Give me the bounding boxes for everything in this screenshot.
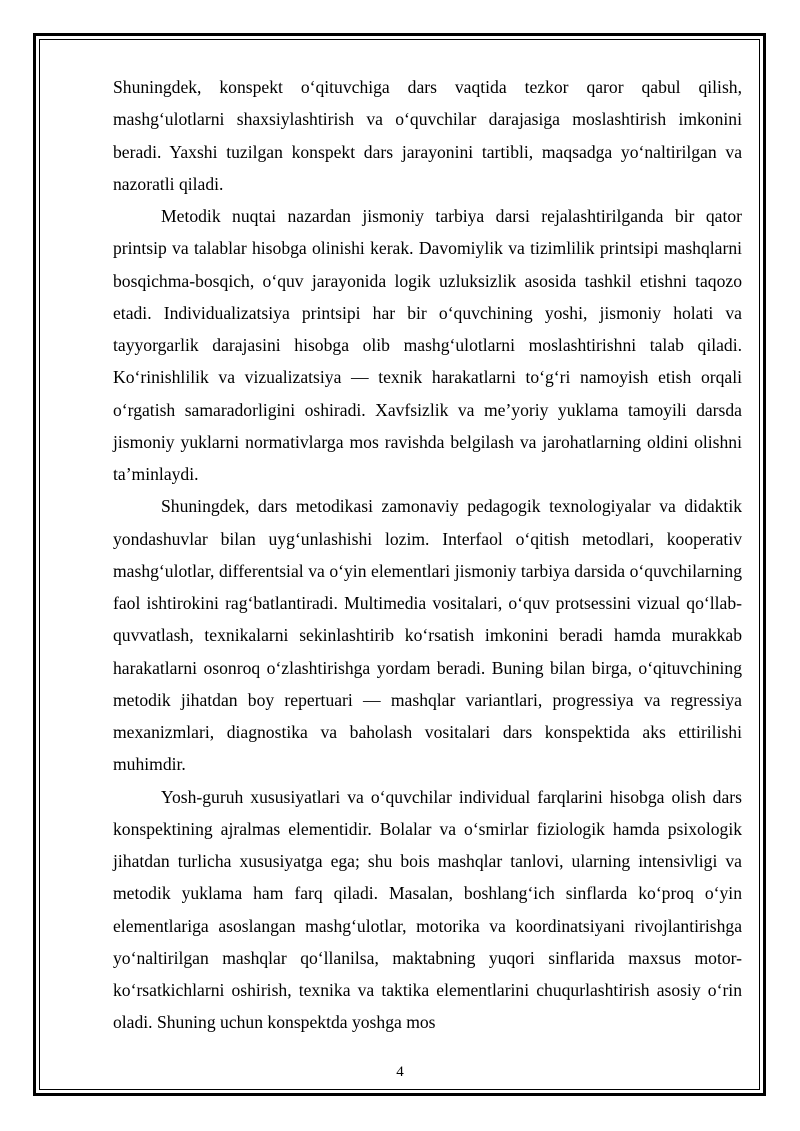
paragraph-2: Metodik nuqtai nazardan jismoniy tarbiya darsi rejalashtirilganda bir qator printsip va talablar hisobga olinishi kerak. Davomiylik va tizimlilik printsipi mashqlarni bosqichma-bosqich, o‘quv jarayonida logik uzluksizlik asosida tashkil etishni taqozo etadi. Individualizatsiya printsipi har bir o‘quvchining yoshi, jismoniy holati va tayyorgarlik darajasini hisobga olib mashg‘ulotlarni moslashtirishni talab qiladi. Ko‘rinishlilik va vizualizatsiya — texnik harakatlarni to‘g‘ri namoyish etish orqali o‘rgatish samaradorligini oshiradi. Xavfsizlik va me’yoriy yuklama tamoyili darsda jismoniy yuklarni normativlarga mos ravishda belgilash va jarohatlarning oldini olishni ta’minlaydi. [113,206,742,484]
paragraph-4: Yosh-guruh xususiyatlari va o‘quvchilar individual farqlarini hisobga olish dars konspektining ajralmas elementidir. Bolalar va o‘smirlar fiziologik hamda psixologik jihatdan turlicha xususiyatga ega; shu bois mashqlar tanlovi, ularning intensivligi va metodik yuklama ham farq qiladi. Masalan, boshlang‘ich sinflarda ko‘proq o‘yin elementlariga asoslangan mashg‘ulotlar, motorika va koordinatsiyani rivojlantirishga yo‘naltirilgan mashqlar qo‘llanilsa, maktabning yuqori sinflarida maxsus motor-ko‘rsatkichlarni oshirish, texnika va taktika elementlarini chuqurlashtirish asosiy o‘rin oladi. Shuning uchun konspektda yoshga mos [113,786,742,1033]
document-body [113,71,742,1039]
page-number: 4 [396,1064,404,1080]
paragraph-1: Shuningdek, konspekt o‘qituvchiga dars vaqtida tezkor qaror qabul qilish, mashg‘ulotlarni shaxsiylashtirish va o‘quvchilar darajasiga moslashtirish imkonini beradi. Yaxshi tuzilgan konspekt dars jarayonini tartibli, maqsadga yo‘naltirilgan va nazoratli qiladi. [113,77,742,194]
paragraph-3: Shuningdek, dars metodikasi zamonaviy pedagogik texnologiyalar va didaktik yondashuvlar bilan uyg‘unlashishi lozim. Interfaol o‘qitish metodlari, kooperativ mashg‘ulotlar, differentsial va o‘yin elementlari jismoniy tarbiya darsida o‘quvchilarning faol ishtirokini rag‘batlantiradi. Multimedia vositalari, o‘quv protsessini vizual qo‘llab-quvvatlash, texnikalarni sekinlashtirib ko‘rsatish imkonini beradi hamda murakkab harakatlarni osonroq o‘zlashtirishga yordam beradi. Buning bilan birga, o‘qituvchining metodik jihatdan boy repertuari — mashqlar variantlari, progressiya va regressiya mexanizmlari, diagnostika va baholash vositalari dars konspektida aks ettirilishi muhimdir. [113,496,742,775]
